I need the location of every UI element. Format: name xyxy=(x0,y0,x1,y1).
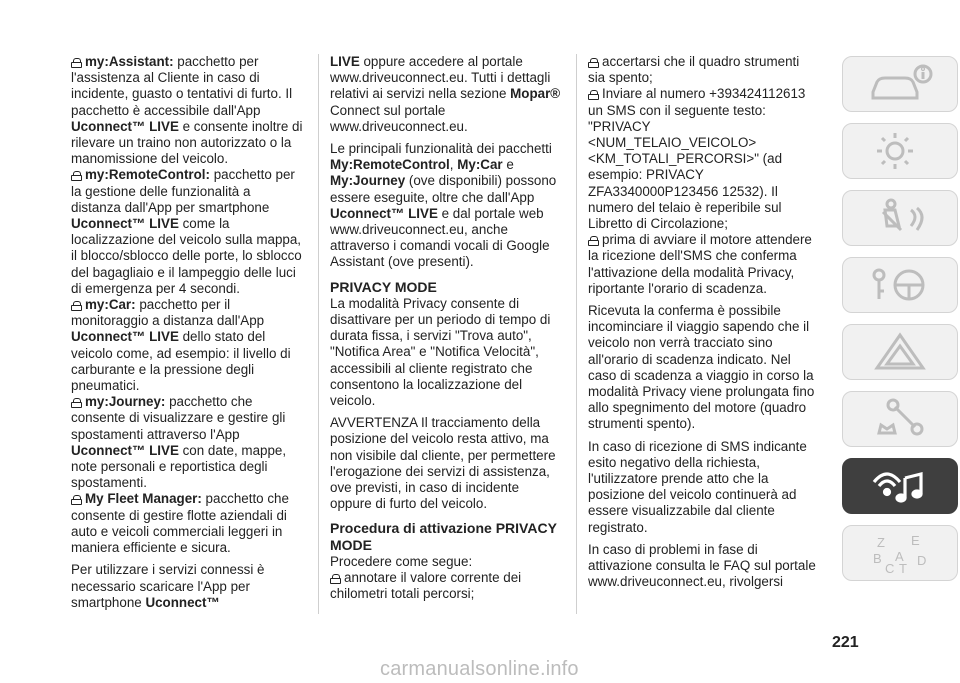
wrench-car-icon xyxy=(865,397,935,441)
car-bullet-icon xyxy=(330,574,341,583)
car-bullet-icon xyxy=(588,90,599,99)
item-my-journey: my:Journey: pacchetto che consente di visualizzare e gestire gli spostamenti attraverso l'App Uconnect™ LIVE con date, mappe, note personali e reportistica degli spostamenti. xyxy=(71,394,287,491)
tab-starting[interactable] xyxy=(842,257,958,313)
column-2 xyxy=(330,54,562,603)
bullet-step-1: annotare il valore corrente dei chilometri totali percorsi; xyxy=(330,570,522,602)
column-divider xyxy=(318,54,319,614)
item-my-remotecontrol: my:RemoteControl: pacchetto per la gestione delle funzionalità a distanza dall'App per smartphone Uconnect™ LIVE come la localizzazione del veicolo sulla mappa, il blocco/sblocco delle porte, lo sblocco del bagagliaio e il lampeggio delle luci di emergenza per 4 secondi. xyxy=(71,167,302,296)
index-icon xyxy=(865,531,935,575)
car-bullet-icon xyxy=(71,58,82,67)
tab-multimedia[interactable] xyxy=(842,458,958,514)
multimedia-icon xyxy=(865,464,935,508)
heading-activation-procedure: Procedura di attivazione PRIVACY MODE xyxy=(330,520,557,553)
tab-lights[interactable] xyxy=(842,123,958,179)
paragraph-privacy: La modalità Privacy consente di disattivare per un periodo di tempo di durata fissa, i servizi "Trova auto", "Notifica Area" e "Notifica Velocità", accessibili al cliente registrato che consentono la localizzazione del veicolo. xyxy=(330,295,551,409)
warning-triangle-icon xyxy=(865,330,935,374)
car-info-icon xyxy=(865,62,935,106)
bullet-step-2: accertarsi che il quadro strumenti sia spento; xyxy=(588,54,800,86)
car-bullet-icon xyxy=(71,495,82,504)
paragraph-negative-sms: In caso di ricezione di SMS indicante esito negativo della richiesta, l'utilizzatore prende atto che la posizione del veicolo continuerà ad essere visualizzabile dal cliente registrato. xyxy=(588,438,807,535)
svg-text:Z: Z xyxy=(877,535,885,550)
paragraph-live: LIVE oppure accedere al portale www.driveuconnect.eu. Tutti i dettagli relativi ai servizi nella sezione Mopar® Connect sul portale www.driveuconnect.eu. xyxy=(330,54,561,134)
chapter-sidebar xyxy=(834,56,960,592)
column-3 xyxy=(588,54,820,591)
item-my-assistant: my:Assistant: pacchetto per l'assistenza al Cliente in caso di incidente, guasto o tentativi di furto. Il pacchetto è accessibile dall'App Uconnect™ LIVE e consente inoltre di rilevare un traino non autorizzato o la manomissione del veicolo. xyxy=(71,54,303,167)
bullet-step-3: Inviare al numero +393424112613 un SMS con il seguente testo: "PRIVACY <NUM_TELAIO_VEICOLO> <KM_TOTALI_PERCORSI>" (ad esempio: PRIVACY ZFA3340000P123456 12532). Il numero del telaio è reperibile sul Libretto di Circolazione; xyxy=(588,86,806,232)
tab-car-info[interactable] xyxy=(842,56,958,112)
paragraph-warning: AVVERTENZA Il tracciamento della posizione del veicolo resta attivo, ma non visibile dal cliente, per permettere l'erogazione dei servizi di assistenza, ove previsti, in caso di incidente oppure di furto del veicolo. xyxy=(330,415,556,512)
svg-text:A: A xyxy=(895,549,904,564)
key-steering-icon xyxy=(865,263,935,307)
tab-index[interactable] xyxy=(842,525,958,581)
tab-safety[interactable] xyxy=(842,190,958,246)
paragraph-usage: Per utilizzare i servizi connessi è necessario scaricare l'App per smartphone Uconnect™ xyxy=(71,562,265,610)
column-divider xyxy=(576,54,577,614)
paragraph-functions: Le principali funzionalità dei pacchetti My:RemoteControl, My:Car e My:Journey (ove disponibili) possono essere eseguite, oltre che dall'App Uconnect™ LIVE e dal portale web www.driveuconnect.eu, anche attraverso i comandi vocali di Google Assistant (ove presenti). xyxy=(330,141,557,270)
item-my-fleet-manager: My Fleet Manager: pacchetto che consente di gestire flotte aziendali di auto e veicoli commerciali leggeri in maniera efficiente e sicura. xyxy=(71,491,289,556)
car-bullet-icon xyxy=(71,398,82,407)
tab-maintenance[interactable] xyxy=(842,391,958,447)
svg-text:D: D xyxy=(917,553,927,568)
item-my-car: my:Car: pacchetto per il monitoraggio a distanza dall'App Uconnect™ LIVE dello stato del veicolo come, ad esempio: il livello di carburante e la pressione degli pneumatici. xyxy=(71,297,291,394)
car-bullet-icon xyxy=(71,171,82,180)
page-number: 221 xyxy=(832,634,859,651)
car-bullet-icon xyxy=(71,301,82,310)
svg-text:T: T xyxy=(899,561,907,575)
svg-text:B: B xyxy=(873,551,882,566)
svg-text:E: E xyxy=(911,533,920,548)
car-bullet-icon xyxy=(588,58,599,67)
watermark: carmanualsonline.info xyxy=(380,658,579,680)
heading-privacy-mode: PRIVACY MODE xyxy=(330,278,437,295)
car-bullet-icon xyxy=(588,236,599,245)
safety-seatbelt-icon xyxy=(865,196,935,240)
bullet-step-4: prima di avviare il motore attendere la ricezione dell'SMS che conferma l'attivazione della modalità Privacy, riportante l'orario di scadenza. xyxy=(588,232,812,296)
paragraph-confirmation: Ricevuta la conferma è possibile incominciare il viaggio sapendo che il veicolo non verrà tracciato sino all'orario di scadenza indicato. Nel caso di scadenza a viaggio in corso la modalità Privacy viene prolungata fino allo spegnimento del motore (quadro strumenti spento). xyxy=(588,303,815,432)
tab-emergency[interactable] xyxy=(842,324,958,380)
lights-icon xyxy=(865,129,935,173)
paragraph-steps-intro: Procedere come segue: xyxy=(330,553,473,569)
svg-text:C: C xyxy=(885,561,895,575)
paragraph-problems: In caso di problemi in fase di attivazione consulta le FAQ sul portale www.driveuconnect.eu, rivolgersi xyxy=(588,541,816,590)
column-1 xyxy=(71,54,303,611)
